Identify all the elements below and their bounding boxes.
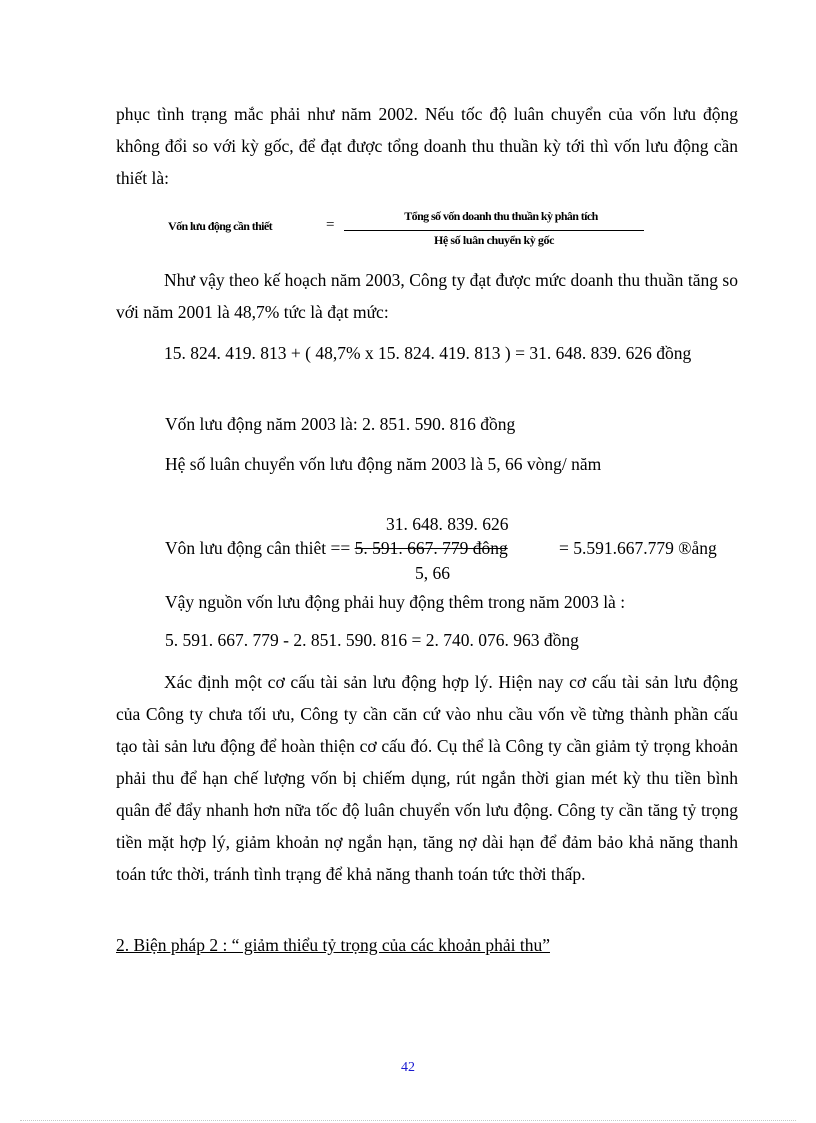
formula-required-capital <box>168 203 648 251</box>
line-turnover-2003: Hệ số luân chuyển vốn lưu động năm 2003 là 5, 66 vòng/ năm <box>165 454 602 474</box>
formula-label: Vốn lưu động cần thiết <box>168 219 273 233</box>
footer-divider <box>20 1120 796 1121</box>
formula2-result: = 5.591.667.779 ®ång <box>559 538 717 558</box>
paragraph-intro: phục tình trạng mắc phải như năm 2002. Nếu tốc độ luân chuyển của vốn lưu động không đổi so với kỳ gốc, để đạt được tổng doanh thu thuần kỳ tới thì vốn lưu động cần thiết là: <box>116 104 738 188</box>
paragraph-structure: Xác định một cơ cấu tài sản lưu động hợp lý. Hiện nay cơ cấu tài sản lưu động của Công ty chưa tối ưu, Công ty cần căn cứ vào nhu cầu vốn về từng thành phần cấu tạo tài sản lưu động để hoàn thiện cơ cấu đó. Cụ thể là Công ty cần giảm tỷ trọng khoản phải thu để hạn chế lượng vốn bị chiếm dụng, rút ngắn thời gian mét kỳ thu tiền bình quân để đẩy nhanh hơn nữa tốc độ luân chuyển vốn lưu động. Công ty cần tăng tỷ trọng tiền mặt hợp lý, giảm khoản nợ ngắn hạn, tăng nợ dài hạn để đảm bảo khả năng thanh toán tức thời, tránh tình trạng để khả năng thanh toán tức thời thấp. <box>116 672 738 884</box>
paragraph-revenue-calc: 15. 824. 419. 813 + ( 48,7% x 15. 824. 419. 813 ) = 31. 648. 839. 626 đồng <box>164 343 692 363</box>
section-heading: 2. Biện pháp 2 : “ giảm thiểu tỷ trọng của các khoản phải thu” <box>116 935 550 955</box>
formula-denominator: Hệ số luân chuyển kỳ gốc <box>433 233 555 247</box>
paragraph-plan-2003: Như vậy theo kế hoạch năm 2003, Công ty đạt được mức doanh thu thuần tăng so với năm 2001 là 48,7% tức là đạt mức: <box>116 270 738 322</box>
formula-equals: = <box>326 217 335 233</box>
line-capital-2003: Vốn lưu động năm 2003 là: 2. 851. 590. 816 đồng <box>165 414 516 434</box>
formula2-numerator: 31. 648. 839. 626 <box>386 514 509 534</box>
page-number: 42 <box>401 1060 415 1075</box>
formula2-struck-value: 5. 591. 667. 779 đông <box>354 538 508 558</box>
formula2-denominator: 5, 66 <box>415 563 450 583</box>
formula2-label-text: Vôn lưu động cân thiêt == <box>165 538 351 558</box>
fraction-bar <box>344 230 644 231</box>
line-mobilize: Vậy nguồn vốn lưu động phải huy động thêm trong năm 2003 là : <box>165 592 626 612</box>
formula-numerator: Tổng số vốn doanh thu thuần kỳ phân tích <box>404 209 598 223</box>
line-subtraction: 5. 591. 667. 779 - 2. 851. 590. 816 = 2. 740. 076. 963 đồng <box>165 630 579 650</box>
formula2-label <box>165 538 508 559</box>
